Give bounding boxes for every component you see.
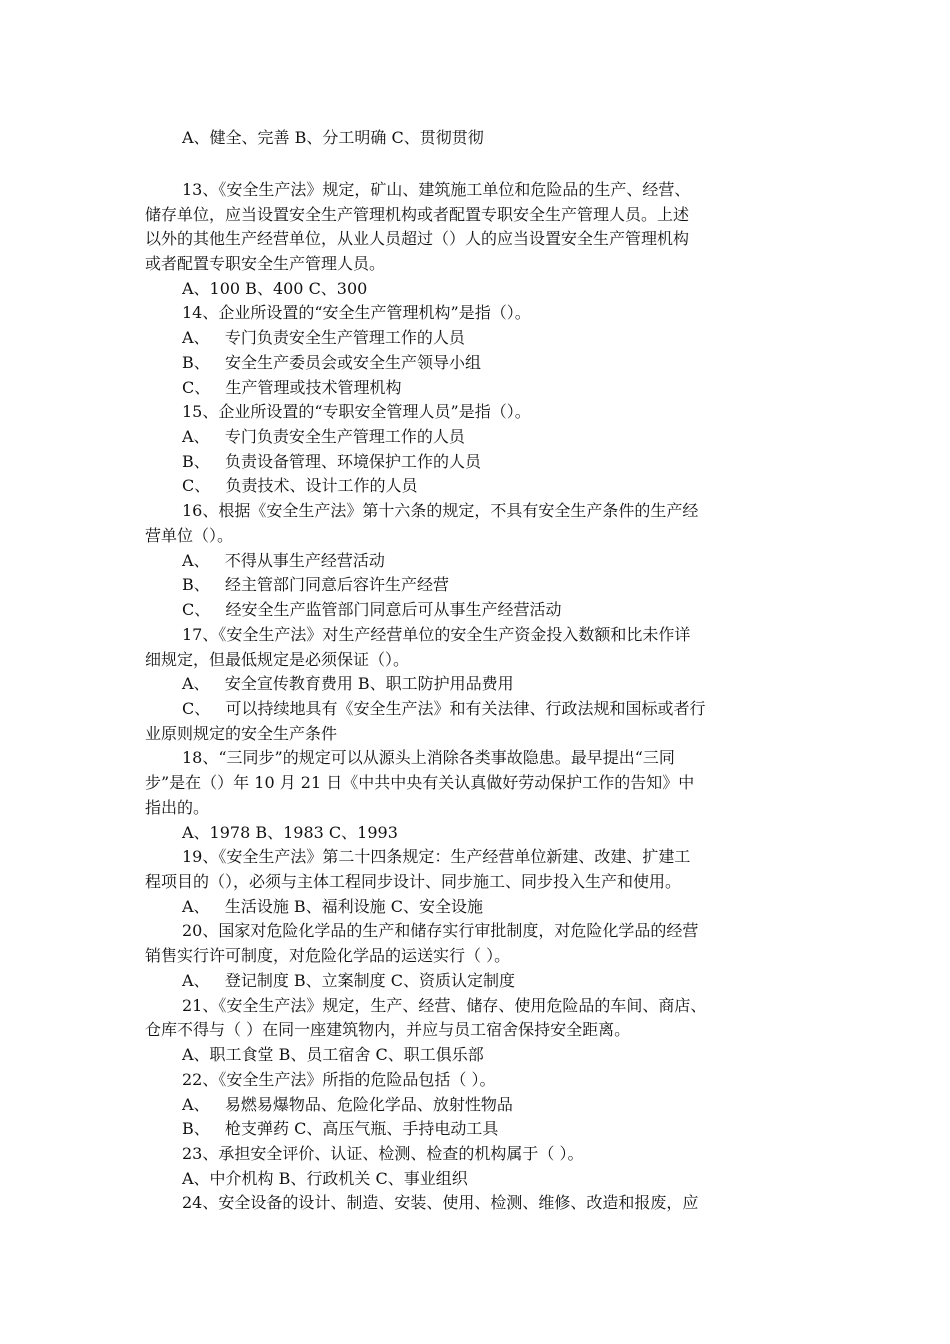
question-14: 14、企业所设置的“安全生产管理机构”是指（）。 <box>182 303 531 322</box>
question-24: 24、安全设备的设计、制造、安装、使用、检测、维修、改造和报废，应 <box>182 1193 699 1212</box>
question-15: 15、企业所设置的“专职安全管理人员”是指（）。 <box>182 402 531 421</box>
question-13: 13、《安全生产法》规定，矿山、建筑施工单位和危险品的生产、经营、 <box>182 180 691 199</box>
text-line: A、健全、完善 B、分工明确 C、贯彻贯彻 <box>182 128 484 147</box>
answer-option: C、 负责技术、设计工作的人员 <box>182 476 418 495</box>
question-21: 21、《安全生产法》规定，生产、经营、储存、使用危险品的车间、商店、 <box>182 996 707 1015</box>
question-17: 17、《安全生产法》对生产经营单位的安全生产资金投入数额和比未作详 <box>182 625 691 644</box>
text-line: 或者配置专职安全生产管理人员。 <box>145 254 386 273</box>
answer-option: B、 负责设备管理、环境保护工作的人员 <box>182 452 482 471</box>
answer-options: A、1978 B、1983 C、1993 <box>182 823 398 842</box>
answer-options: A、 生活设施 B、福利设施 C、安全设施 <box>182 897 483 916</box>
question-23: 23、承担安全评价、认证、检测、检查的机构属于（ ）。 <box>182 1144 584 1163</box>
answer-option: A、 不得从事生产经营活动 <box>182 551 385 570</box>
answer-options: A、职工食堂 B、员工宿舍 C、职工俱乐部 <box>182 1045 484 1064</box>
text-line: 营单位（）。 <box>145 526 234 545</box>
text-line: 销售实行许可制度，对危险化学品的运送实行（ ）。 <box>145 946 511 965</box>
question-22: 22、《安全生产法》所指的危险品包括（ ）。 <box>182 1070 496 1089</box>
question-16: 16、根据《安全生产法》第十六条的规定，不具有安全生产条件的生产经 <box>182 501 699 520</box>
text-line: 以外的其他生产经营单位，从业人员超过（）人的应当设置安全生产管理机构 <box>145 229 690 248</box>
question-20: 20、国家对危险化学品的生产和储存实行审批制度，对危险化学品的经营 <box>182 921 699 940</box>
answer-option: C、 可以持续地具有《安全生产法》和有关法律、行政法规和国标或者行 <box>182 699 706 718</box>
question-18: 18、“三同步”的规定可以从源头上消除各类事故隐患。最早提出“三同 <box>182 748 675 767</box>
text-line: 储存单位，应当设置安全生产管理机构或者配置专职安全生产管理人员。上述 <box>145 205 690 224</box>
answer-option: C、 生产管理或技术管理机构 <box>182 378 402 397</box>
answer-option: A、 易燃易爆物品、危险化学品、放射性物品 <box>182 1095 513 1114</box>
answer-option: B、 安全生产委员会或安全生产领导小组 <box>182 353 482 372</box>
text-line: 业原则规定的安全生产条件 <box>145 724 338 743</box>
answer-option: A、 安全宣传教育费用 B、职工防护用品费用 <box>182 674 514 693</box>
answer-option: B、 经主管部门同意后容许生产经营 <box>182 575 450 594</box>
text-line: 细规定，但最低规定是必须保证（）。 <box>145 650 410 669</box>
answer-option: B、 枪支弹药 C、高压气瓶、手持电动工具 <box>182 1119 499 1138</box>
answer-options: A、 登记制度 B、立案制度 C、资质认定制度 <box>182 971 515 990</box>
text-line: 步”是在（）年 10 月 21 日《中共中央有关认真做好劳动保护工作的告知》中 <box>145 773 695 792</box>
answer-options: A、100 B、400 C、300 <box>182 279 368 298</box>
answer-option: C、 经安全生产监管部门同意后可从事生产经营活动 <box>182 600 562 619</box>
question-19: 19、《安全生产法》第二十四条规定：生产经营单位新建、改建、扩建工 <box>182 847 691 866</box>
text-line: 指出的。 <box>145 798 210 817</box>
text-line: 程项目的（），必须与主体工程同步设计、同步施工、同步投入生产和使用。 <box>145 872 682 891</box>
answer-option: A、 专门负责安全生产管理工作的人员 <box>182 427 465 446</box>
answer-option: A、 专门负责安全生产管理工作的人员 <box>182 328 465 347</box>
answer-options: A、中介机构 B、行政机关 C、事业组织 <box>182 1169 468 1188</box>
text-line: 仓库不得与（ ）在同一座建筑物内，并应与员工宿舍保持安全距离。 <box>145 1020 631 1039</box>
